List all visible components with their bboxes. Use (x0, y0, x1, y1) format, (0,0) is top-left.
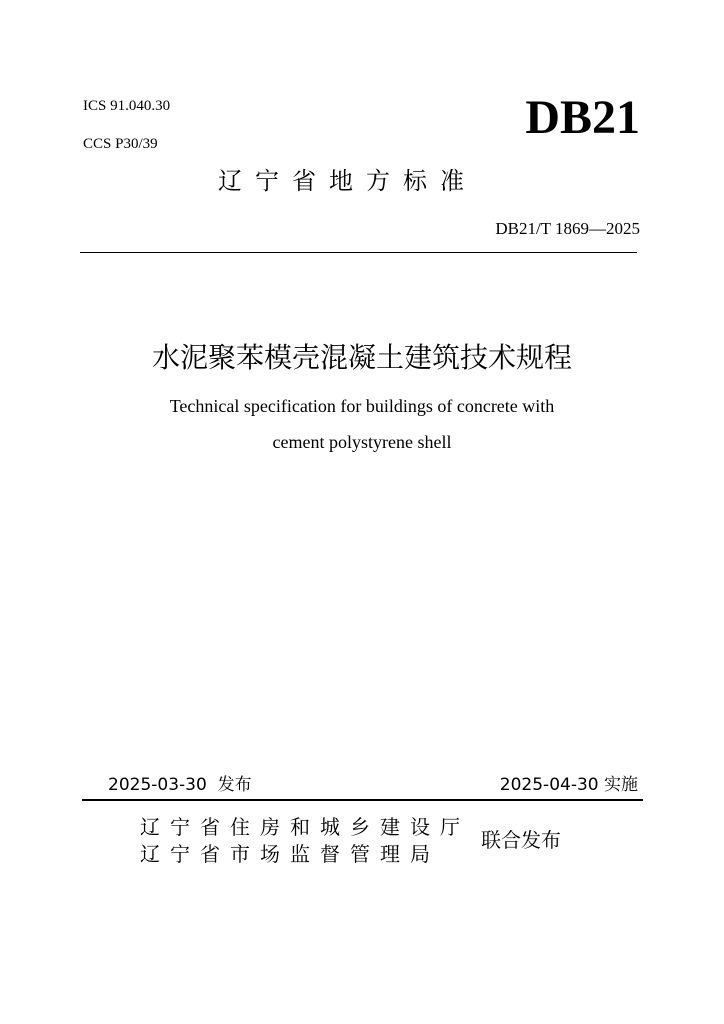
document-title-english-line2: cement polystyrene shell (272, 432, 452, 452)
implementation-date: 2025-04-30 实施 (499, 775, 638, 795)
standard-type-heading: 辽宁省地方标准 (218, 167, 477, 195)
issue-date: 2025-03-30 发布 (108, 775, 252, 795)
document-title-english-line1: Technical specification for buildings of concrete with (169, 396, 555, 416)
footer-divider (82, 799, 643, 801)
header-divider (80, 252, 637, 253)
db-code-logo: DB21 (525, 91, 640, 144)
issuer-market-regulation: 辽宁省市场监督管理局 (140, 842, 440, 866)
ccs-code: CCS P30/39 (83, 136, 158, 152)
document-title-chinese: 水泥聚苯模壳混凝土建筑技术规程 (151, 341, 572, 374)
issuer-housing-department: 辽宁省住房和城乡建设厅 (140, 815, 470, 839)
standard-number: DB21/T 1869—2025 (495, 219, 640, 238)
ics-code: ICS 91.040.30 (83, 98, 171, 114)
joint-issue-label: 联合发布 (481, 828, 561, 852)
